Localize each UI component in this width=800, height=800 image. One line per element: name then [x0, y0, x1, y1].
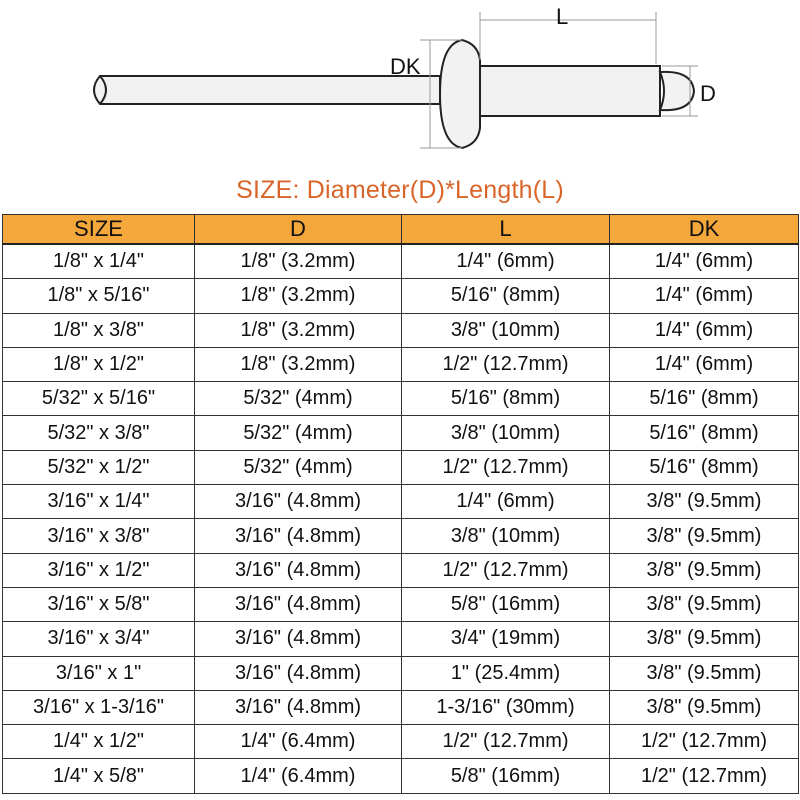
- size-cell: 3/16" x 3/4": [3, 622, 195, 656]
- size-cell: 1/8" x 1/2": [3, 347, 195, 381]
- diameter-cell: 1/8" (3.2mm): [195, 279, 402, 313]
- size-cell: 3/16" x 1-3/16": [3, 690, 195, 724]
- diameter-label: D: [700, 81, 716, 106]
- length-cell: 3/8" (10mm): [402, 416, 610, 450]
- head-diameter-label: DK: [390, 54, 421, 79]
- head-diameter-cell: 5/16" (8mm): [610, 450, 799, 484]
- head-diameter-cell: 3/8" (9.5mm): [610, 587, 799, 621]
- rivet-diagram: [0, 0, 800, 175]
- head-diameter-cell: 3/8" (9.5mm): [610, 519, 799, 553]
- diameter-cell: 5/32" (4mm): [195, 416, 402, 450]
- length-cell: 1" (25.4mm): [402, 656, 610, 690]
- head-diameter-cell: 3/8" (9.5mm): [610, 656, 799, 690]
- table-body: [3, 244, 799, 793]
- length-cell: 3/8" (10mm): [402, 313, 610, 347]
- size-cell: 5/32" x 1/2": [3, 450, 195, 484]
- head-diameter-cell: 1/4" (6mm): [610, 279, 799, 313]
- size-cell: 3/16" x 5/8": [3, 587, 195, 621]
- length-cell: 5/8" (16mm): [402, 587, 610, 621]
- header-length: L: [402, 215, 610, 245]
- length-cell: 5/16" (8mm): [402, 279, 610, 313]
- diameter-cell: 3/16" (4.8mm): [195, 690, 402, 724]
- length-cell: 1/2" (12.7mm): [402, 450, 610, 484]
- head-diameter-cell: 1/2" (12.7mm): [610, 725, 799, 759]
- head-diameter-cell: 1/2" (12.7mm): [610, 759, 799, 793]
- diameter-cell: 3/16" (4.8mm): [195, 656, 402, 690]
- size-cell: 3/16" x 1": [3, 656, 195, 690]
- table-row: [3, 622, 799, 656]
- length-cell: 3/8" (10mm): [402, 519, 610, 553]
- table-row: [3, 450, 799, 484]
- size-cell: 1/8" x 3/8": [3, 313, 195, 347]
- length-cell: 5/8" (16mm): [402, 759, 610, 793]
- length-cell: 3/4" (19mm): [402, 622, 610, 656]
- rivet-head: [440, 40, 480, 148]
- size-cell: 1/4" x 5/8": [3, 759, 195, 793]
- head-diameter-cell: 3/8" (9.5mm): [610, 485, 799, 519]
- table-row: [3, 725, 799, 759]
- table-row: [3, 690, 799, 724]
- size-cell: 1/8" x 5/16": [3, 279, 195, 313]
- length-cell: 1-3/16" (30mm): [402, 690, 610, 724]
- table-row: [3, 485, 799, 519]
- head-diameter-cell: 5/16" (8mm): [610, 382, 799, 416]
- table-row: [3, 244, 799, 279]
- header-head-diameter: DK: [610, 215, 799, 245]
- header-diameter: D: [195, 215, 402, 245]
- table-row: [3, 656, 799, 690]
- diameter-cell: 1/4" (6.4mm): [195, 759, 402, 793]
- size-table: [2, 214, 799, 794]
- table-row: [3, 279, 799, 313]
- head-diameter-cell: 3/8" (9.5mm): [610, 690, 799, 724]
- diameter-cell: 1/8" (3.2mm): [195, 313, 402, 347]
- table-row: [3, 382, 799, 416]
- diameter-cell: 5/32" (4mm): [195, 450, 402, 484]
- table-header-row: [3, 215, 799, 245]
- diameter-cell: 3/16" (4.8mm): [195, 622, 402, 656]
- diameter-cell: 3/16" (4.8mm): [195, 553, 402, 587]
- length-cell: 1/4" (6mm): [402, 244, 610, 279]
- size-caption: SIZE: Diameter(D)*Length(L): [236, 176, 564, 204]
- size-cell: 3/16" x 1/2": [3, 553, 195, 587]
- length-cell: 1/4" (6mm): [402, 485, 610, 519]
- head-diameter-cell: 5/16" (8mm): [610, 416, 799, 450]
- head-diameter-cell: 1/4" (6mm): [610, 313, 799, 347]
- diameter-cell: 1/4" (6.4mm): [195, 725, 402, 759]
- diameter-cell: 3/16" (4.8mm): [195, 485, 402, 519]
- head-diameter-cell: 1/4" (6mm): [610, 244, 799, 279]
- diameter-cell: 1/8" (3.2mm): [195, 347, 402, 381]
- table-row: [3, 416, 799, 450]
- head-diameter-cell: 3/8" (9.5mm): [610, 622, 799, 656]
- table-row: [3, 313, 799, 347]
- rivet-body: [470, 66, 660, 116]
- header-size: SIZE: [3, 215, 195, 245]
- table-row: [3, 759, 799, 793]
- length-cell: 1/2" (12.7mm): [402, 725, 610, 759]
- length-cell: 1/2" (12.7mm): [402, 347, 610, 381]
- length-cell: 5/16" (8mm): [402, 382, 610, 416]
- length-label: L: [556, 4, 569, 29]
- diameter-cell: 5/32" (4mm): [195, 382, 402, 416]
- size-cell: 5/32" x 3/8": [3, 416, 195, 450]
- size-cell: 1/4" x 1/2": [3, 725, 195, 759]
- mandrel-ball: [660, 72, 694, 110]
- size-cell: 5/32" x 5/16": [3, 382, 195, 416]
- diameter-cell: 3/16" (4.8mm): [195, 587, 402, 621]
- mandrel-stem: [94, 76, 440, 104]
- size-cell: 3/16" x 3/8": [3, 519, 195, 553]
- diameter-cell: 3/16" (4.8mm): [195, 519, 402, 553]
- head-diameter-cell: 1/4" (6mm): [610, 347, 799, 381]
- table-row: [3, 519, 799, 553]
- size-cell: 3/16" x 1/4": [3, 485, 195, 519]
- diameter-cell: 1/8" (3.2mm): [195, 244, 402, 279]
- table-row: [3, 347, 799, 381]
- length-cell: 1/2" (12.7mm): [402, 553, 610, 587]
- table-row: [3, 553, 799, 587]
- head-diameter-cell: 3/8" (9.5mm): [610, 553, 799, 587]
- size-cell: 1/8" x 1/4": [3, 244, 195, 279]
- table-row: [3, 587, 799, 621]
